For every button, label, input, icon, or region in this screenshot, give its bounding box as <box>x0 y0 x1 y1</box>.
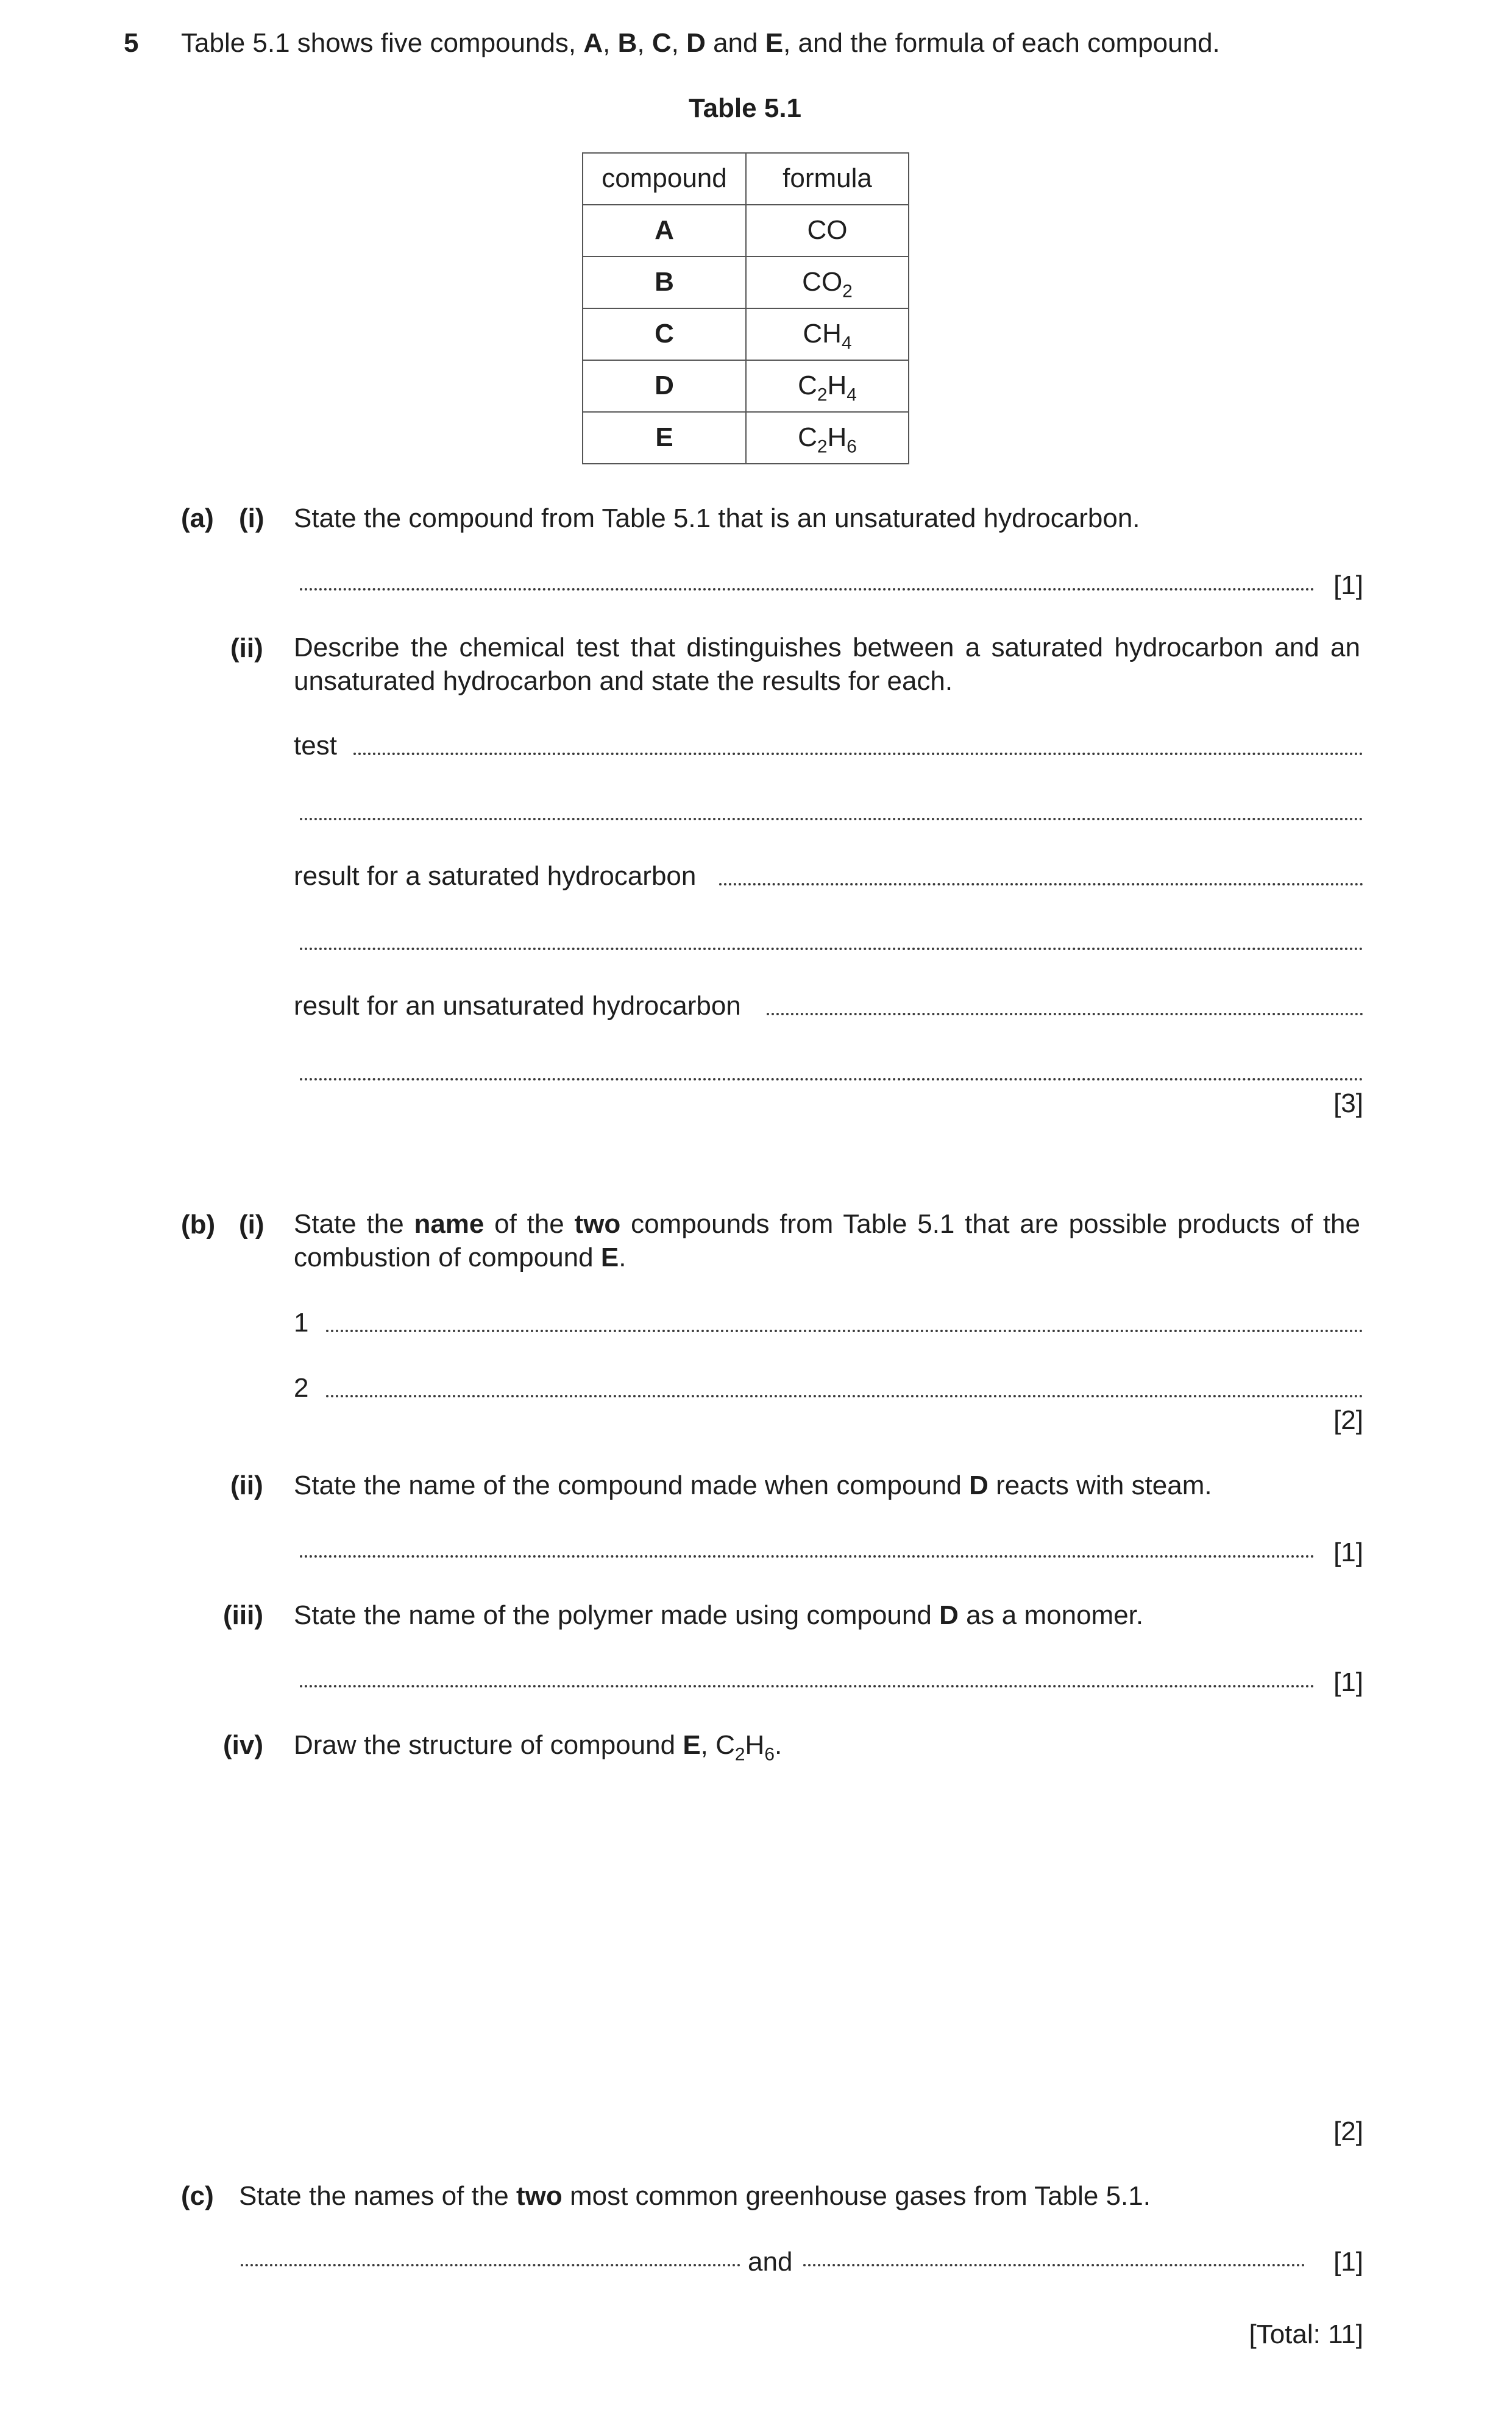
table-caption: Table 5.1 <box>688 93 802 123</box>
formula-cell: $C_2H_6$ <box>746 412 909 464</box>
compound-table <box>582 152 909 464</box>
table-row <box>583 205 909 257</box>
formula-cell: $C_2H_4$ <box>746 360 909 412</box>
mark-c: [1] <box>1333 2247 1363 2277</box>
saturated-result-label: result for a saturated hydrocarbon <box>294 861 697 891</box>
compound-cell: E <box>583 412 746 464</box>
answer-line-b-ii[interactable] <box>300 1555 1315 1558</box>
total-marks: [Total: 11] <box>1249 2319 1363 2349</box>
compound-cell: D <box>583 360 746 412</box>
mark-a-i: [1] <box>1333 570 1363 600</box>
answer-line-a-i[interactable] <box>300 588 1315 591</box>
part-b-iii-label: (iii) <box>223 1600 263 1630</box>
part-b-ii-label: (ii) <box>230 1470 263 1500</box>
answer-line-b-iii[interactable] <box>300 1685 1315 1687</box>
part-b-iv-label: (iv) <box>223 1730 263 1760</box>
formula-cell: $CH_4$ <box>746 308 909 360</box>
part-b-iv-text: Draw the structure of compound E, $C_2H_6$. <box>294 1730 783 1765</box>
mark-b-iv: [2] <box>1333 2116 1363 2146</box>
answer-line-test-2[interactable] <box>300 818 1363 820</box>
mark-b-ii: [1] <box>1333 1538 1363 1567</box>
answer-line-c-1[interactable] <box>241 2264 740 2266</box>
table-row <box>583 360 909 412</box>
unsaturated-result-label: result for an unsaturated hydrocarbon <box>294 991 741 1021</box>
answer-line-c-2[interactable] <box>803 2264 1305 2266</box>
and-word: and <box>748 2247 793 2277</box>
answer-number-1: 1 <box>294 1308 309 1338</box>
compound-cell: C <box>583 308 746 360</box>
part-a-i-text: State the compound from Table 5.1 that is an unsaturated hydrocarbon. <box>294 503 1140 533</box>
test-label: test <box>294 731 337 761</box>
part-a-i-label: (i) <box>239 503 264 533</box>
answer-line-b-i-1[interactable] <box>326 1330 1363 1332</box>
table-row <box>583 412 909 464</box>
header-formula: formula <box>746 153 909 205</box>
part-c-label: (c) <box>181 2181 214 2211</box>
question-intro: Table 5.1 shows five compounds, A, B, C, D and E, and the formula of each compound. <box>181 28 1220 58</box>
answer-number-2: 2 <box>294 1373 309 1403</box>
compound-cell: B <box>583 257 746 308</box>
table-row <box>583 257 909 308</box>
part-b-iii-text: State the name of the polymer made using compound D as a monomer. <box>294 1600 1144 1630</box>
mark-a-ii: [3] <box>1333 1088 1363 1118</box>
part-c-text: State the names of the two most common greenhouse gases from Table 5.1. <box>239 2181 1151 2211</box>
compound-cell: A <box>583 205 746 257</box>
formula-cell: $CO_2$ <box>746 257 909 308</box>
answer-line-saturated-2[interactable] <box>300 948 1363 950</box>
answer-line-unsaturated-2[interactable] <box>300 1078 1363 1080</box>
part-b-label: (b) <box>181 1210 216 1240</box>
formula-cell: CO <box>746 205 909 257</box>
part-a-ii-text: Describe the chemical test that distinguishes between a saturated hydrocarbon and an unsaturated hydrocarbon and state the results for each. <box>294 633 1360 696</box>
part-b-i-text: State the name of the two compounds from Table 5.1 that are possible products of the combustion of compound E. <box>294 1209 1360 1272</box>
part-b-i-label: (i) <box>239 1210 264 1240</box>
mark-b-i: [2] <box>1333 1405 1363 1435</box>
answer-line-saturated-1[interactable] <box>719 883 1363 885</box>
question-number: 5 <box>124 28 139 58</box>
table-row <box>583 308 909 360</box>
header-compound: compound <box>583 153 746 205</box>
mark-b-iii: [1] <box>1333 1667 1363 1697</box>
answer-line-test-1[interactable] <box>353 753 1363 755</box>
drawing-area[interactable] <box>294 1779 1363 2109</box>
table-header-row <box>583 153 909 205</box>
part-a-label: (a) <box>181 503 214 533</box>
answer-line-b-i-2[interactable] <box>326 1395 1363 1397</box>
part-b-ii-text: State the name of the compound made when compound D reacts with steam. <box>294 1470 1212 1500</box>
answer-line-unsaturated-1[interactable] <box>767 1013 1363 1015</box>
part-a-ii-label: (ii) <box>230 633 263 663</box>
